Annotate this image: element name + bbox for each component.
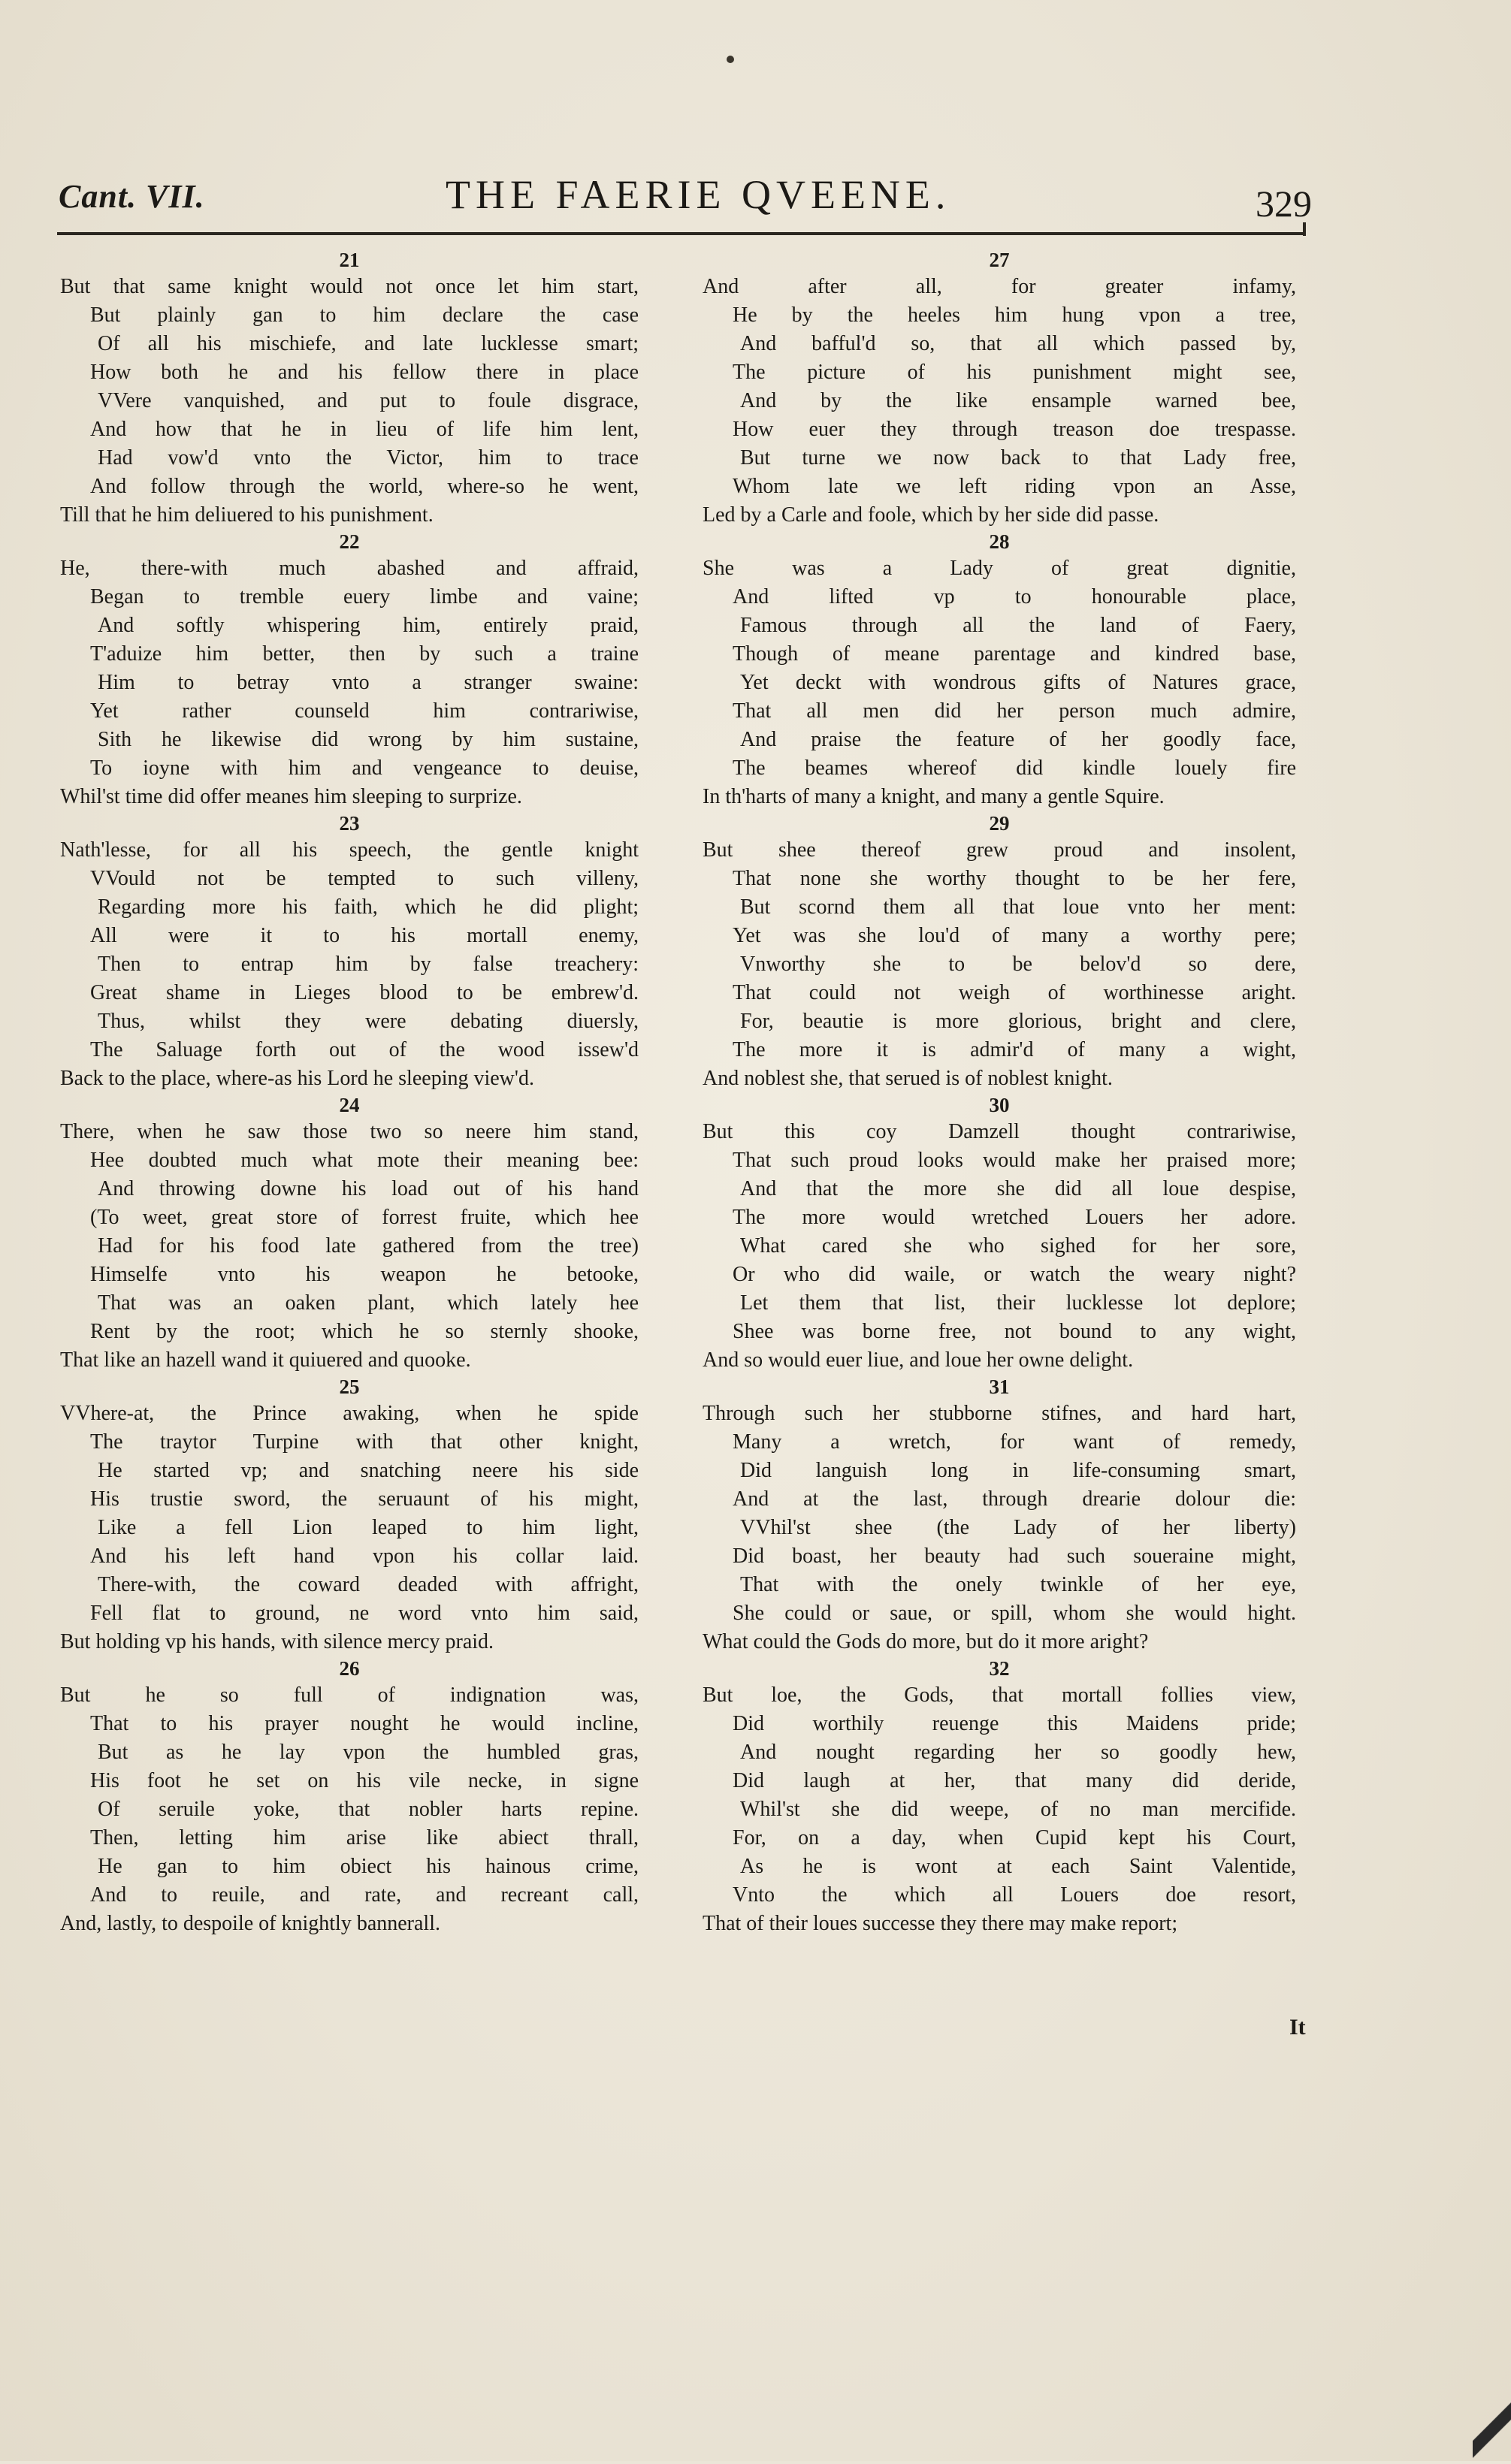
verse-line: Shee was borne free, not bound to any wight,	[733, 1320, 1296, 1343]
verse-line: The traytor Turpine with that other knight,	[90, 1430, 639, 1454]
verse-line: What cared she who sighed for her sore,	[740, 1234, 1296, 1258]
verse-line: VVhere-at, the Prince awaking, when he spide	[60, 1402, 639, 1425]
verse-line: Yet deckt with wondrous gifts of Natures grace,	[740, 671, 1296, 694]
verse-line: (To weet, great store of forrest fruite, which hee	[90, 1206, 639, 1229]
verse-line: VVere vanquished, and put to foule disgrace,	[98, 389, 639, 412]
verse-line: That like an hazell wand it quiuered and quooke.	[60, 1348, 471, 1372]
verse-line: He started vp; and snatching neere his side	[98, 1459, 639, 1482]
verse-line: But scornd them all that loue vnto her ment:	[740, 895, 1296, 919]
stanza	[60, 530, 639, 811]
verse-line: How both he and his fellow there in place	[90, 361, 639, 384]
verse-line: But as he lay vpon the humbled gras,	[98, 1741, 639, 1764]
verse-line: For, beautie is more glorious, bright and clere,	[740, 1010, 1296, 1033]
stanza	[60, 248, 639, 530]
verse-line: Many a wretch, for want of remedy,	[733, 1430, 1296, 1454]
verse-line: All were it to his mortall enemy,	[90, 924, 639, 947]
verse-line: Then, letting him arise like abiect thrall,	[90, 1826, 639, 1850]
verse-line: That of their loues successe they there may make report;	[703, 1912, 1178, 1935]
verse-line: In th'harts of many a knight, and many a gentle Squire.	[703, 785, 1165, 808]
stanza-number: 25	[339, 1375, 360, 1398]
verse-line: Did languish long in life-consuming smart,	[740, 1459, 1296, 1482]
verse-line: That such proud looks would make her praised more;	[733, 1149, 1296, 1172]
verse-line: But holding vp his hands, with silence mercy praid.	[60, 1630, 494, 1653]
verse-line: Famous through all the land of Faery,	[740, 614, 1296, 637]
verse-line: Did boast, her beauty had such soueraine might,	[733, 1545, 1296, 1568]
verse-line: But he so full of indignation was,	[60, 1683, 639, 1707]
verse-line: There, when he saw those two so neere him stand,	[60, 1120, 639, 1143]
stanza	[703, 1375, 1296, 1656]
verse-line: But turne we now back to that Lady free,	[740, 446, 1296, 470]
verse-line: Nath'lesse, for all his speech, the gentle knight	[60, 838, 639, 862]
verse-line: Himselfe vnto his weapon he betooke,	[90, 1263, 639, 1286]
verse-line: That could not weigh of worthinesse aright.	[733, 981, 1296, 1004]
verse-line: T'aduize him better, then by such a traine	[90, 642, 639, 666]
stanza	[703, 811, 1296, 1093]
verse-line: And bafful'd so, that all which passed by,	[740, 332, 1296, 355]
verse-line: That all men did her person much admire,	[733, 699, 1296, 723]
header-rule-end	[1289, 222, 1306, 236]
verse-line: And his left hand vpon his collar laid.	[90, 1545, 639, 1568]
stanza	[60, 1375, 639, 1656]
book-title: THE FAERIE QVEENE.	[446, 172, 951, 217]
verse-line: That to his prayer nought he would incline,	[90, 1712, 639, 1735]
verse-line: Back to the place, where-as his Lord he sleeping view'd.	[60, 1067, 534, 1090]
verse-line: To ioyne with him and vengeance to deuise,	[90, 756, 639, 780]
stanza-number: 27	[989, 249, 1010, 271]
verse-line: The more it is admir'd of many a wight,	[733, 1038, 1296, 1061]
verse-line: Vnworthy she to be belov'd so dere,	[740, 953, 1296, 976]
verse-line: The Saluage forth out of the wood issew'd	[90, 1038, 639, 1061]
verse-line: VVhil'st shee (the Lady of her liberty)	[740, 1516, 1296, 1539]
verse-line: But that same knight would not once let him start,	[60, 275, 639, 298]
verse-line: And noblest she, that serued is of noblest knight.	[703, 1067, 1113, 1090]
verse-line: Or who did waile, or watch the weary night?	[733, 1263, 1296, 1286]
verse-line: And, lastly, to despoile of knightly bannerall.	[60, 1912, 440, 1935]
verse-line: Hee doubted much what mote their meaning bee:	[90, 1149, 639, 1172]
header-rule	[57, 232, 1304, 235]
verse-line: But shee thereof grew proud and insolent,	[703, 838, 1296, 862]
verse-line: Whil'st she did weepe, of no man mercifide.	[740, 1798, 1296, 1821]
verse-line: And to reuile, and rate, and recreant call,	[90, 1883, 639, 1907]
verse-line: And praise the feature of her goodly face,	[740, 728, 1296, 751]
verse-line: And that the more she did all loue despise,	[740, 1177, 1296, 1200]
verse-line: What could the Gods do more, but do it more aright?	[703, 1630, 1149, 1653]
catchword: It	[1289, 2015, 1306, 2040]
verse-line: Had for his food late gathered from the tree)	[98, 1234, 639, 1258]
stanza-number: 21	[339, 249, 360, 271]
verse-line: He, there-with much abashed and affraid,	[60, 557, 639, 580]
verse-line: VVould not be tempted to such villeny,	[90, 867, 639, 890]
stanza-number: 30	[989, 1094, 1010, 1116]
verse-line: Rent by the root; which he so sternly shooke,	[90, 1320, 639, 1343]
verse-line: She was a Lady of great dignitie,	[703, 557, 1296, 580]
verse-line: Like a fell Lion leaped to him light,	[98, 1516, 639, 1539]
stanza	[703, 248, 1296, 530]
stanza	[60, 811, 639, 1093]
verse-line: His foot he set on his vile necke, in signe	[90, 1769, 639, 1792]
verse-line: Began to tremble euery limbe and vaine;	[90, 585, 639, 608]
verse-line: Thus, whilst they were debating diuersly,	[98, 1010, 639, 1033]
verse-line: Great shame in Lieges blood to be embrew'd.	[90, 981, 639, 1004]
stanza	[703, 530, 1296, 811]
verse-line: Whom late we left riding vpon an Asse,	[733, 475, 1296, 498]
verse-line: Let them that list, their lucklesse lot deplore;	[740, 1291, 1296, 1315]
verse-line: He gan to him obiect his hainous crime,	[98, 1855, 639, 1878]
verse-line: Did worthily reuenge this Maidens pride;	[733, 1712, 1296, 1735]
verse-line: And throwing downe his load out of his hand	[98, 1177, 639, 1200]
verse-line: How euer they through treason doe trespasse.	[733, 418, 1296, 441]
verse-line: There-with, the coward deaded with affright,	[98, 1573, 639, 1596]
verse-line: But this coy Damzell thought contrariwise,	[703, 1120, 1296, 1143]
verse-line: She could or saue, or spill, whom she would hight.	[733, 1602, 1296, 1625]
verse-line: Did laugh at her, that many did deride,	[733, 1769, 1296, 1792]
verse-line: That with the onely twinkle of her eye,	[740, 1573, 1296, 1596]
verse-line: Him to betray vnto a stranger swaine:	[98, 671, 639, 694]
stanza	[703, 1656, 1296, 1938]
verse-line: But loe, the Gods, that mortall follies view,	[703, 1683, 1296, 1707]
verse-line: Had vow'd vnto the Victor, him to trace	[98, 446, 639, 470]
verse-line: Yet rather counseld him contrariwise,	[90, 699, 639, 723]
verse-line: That was an oaken plant, which lately hee	[98, 1291, 639, 1315]
verse-line: And softly whispering him, entirely praid,	[98, 614, 639, 637]
verse-line: Though of meane parentage and kindred base,	[733, 642, 1296, 666]
stanza	[703, 1093, 1296, 1375]
verse-line: The picture of his punishment might see,	[733, 361, 1296, 384]
stanza-number: 32	[989, 1657, 1010, 1680]
verse-line: Of seruile yoke, that nobler harts repine.	[98, 1798, 639, 1821]
stanza	[60, 1093, 639, 1375]
stanza-number: 26	[339, 1657, 360, 1680]
verse-line: And at the last, through drearie dolour die:	[733, 1487, 1296, 1511]
verse-line: And how that he in lieu of life him lent,	[90, 418, 639, 441]
verse-line: Through such her stubborne stifnes, and hard hart,	[703, 1402, 1296, 1425]
stanza-number: 31	[989, 1375, 1010, 1398]
verse-line: Led by a Carle and foole, which by her side did passe.	[703, 503, 1159, 527]
verse-line: And after all, for greater infamy,	[703, 275, 1296, 298]
canto-label: Cant. VII.	[59, 178, 205, 215]
verse-line: For, on a day, when Cupid kept his Court,	[733, 1826, 1296, 1850]
stanza-number: 23	[339, 812, 360, 835]
verse-line: Regarding more his faith, which he did plight;	[98, 895, 639, 919]
right-column	[703, 248, 1330, 1938]
verse-line: As he is wont at each Saint Valentide,	[740, 1855, 1296, 1878]
verse-line: Of all his mischiefe, and late lucklesse smart;	[98, 332, 639, 355]
verse-line: Fell flat to ground, ne word vnto him said,	[90, 1602, 639, 1625]
verse-line: Then to entrap him by false treachery:	[98, 953, 639, 976]
verse-line: But plainly gan to him declare the case	[90, 303, 639, 327]
pen-tip-mark	[1473, 2389, 1511, 2464]
ink-speck	[727, 56, 734, 63]
stanza	[60, 1656, 639, 1938]
verse-line: And so would euer liue, and loue her owne delight.	[703, 1348, 1134, 1372]
verse-line: His trustie sword, the seruaunt of his might,	[90, 1487, 639, 1511]
running-header	[59, 171, 1312, 225]
verse-line: Yet was she lou'd of many a worthy pere;	[733, 924, 1296, 947]
verse-line: And follow through the world, where-so he went,	[90, 475, 639, 498]
page-number: 329	[1256, 183, 1312, 225]
verse-line: And by the like ensample warned bee,	[740, 389, 1296, 412]
verse-line: The beames whereof did kindle louely fire	[733, 756, 1296, 780]
stanza-number: 28	[989, 530, 1010, 553]
verse-line: That none she worthy thought to be her fere,	[733, 867, 1296, 890]
stanza-number: 24	[339, 1094, 360, 1116]
verse-line: And lifted vp to honourable place,	[733, 585, 1296, 608]
verse-line: He by the heeles him hung vpon a tree,	[733, 303, 1296, 327]
verse-line: Till that he him deliuered to his punishment.	[60, 503, 434, 527]
verse-line: Sith he likewise did wrong by him sustaine,	[98, 728, 639, 751]
verse-line: The more would wretched Louers her adore.	[733, 1206, 1296, 1229]
stanza-number: 29	[989, 812, 1010, 835]
verse-line: Whil'st time did offer meanes him sleeping to surprize.	[60, 785, 522, 808]
stanza-number: 22	[339, 530, 360, 553]
verse-line: Vnto the which all Louers doe resort,	[733, 1883, 1296, 1907]
verse-line: And nought regarding her so goodly hew,	[740, 1741, 1296, 1764]
left-column	[60, 248, 688, 1938]
